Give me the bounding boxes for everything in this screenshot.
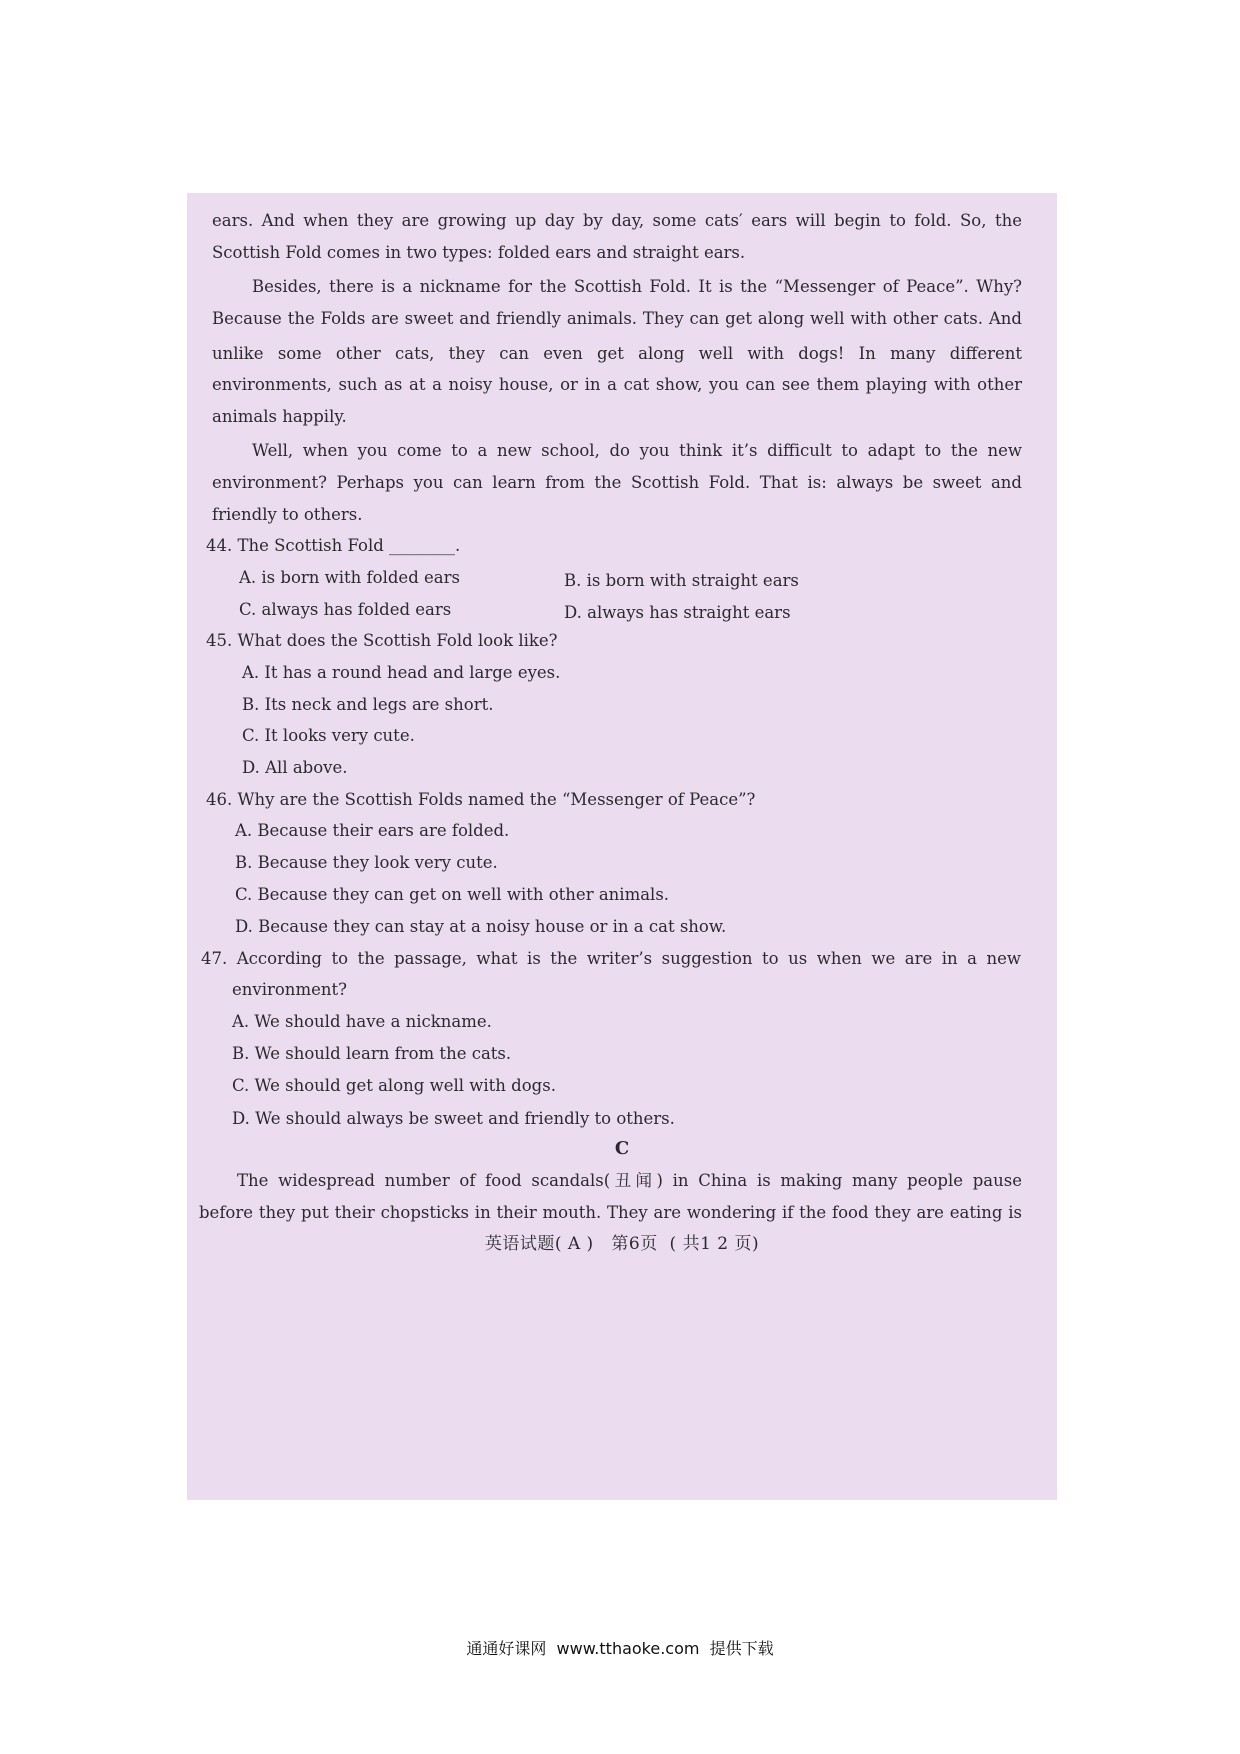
question-45-stem: 45. What does the Scottish Fold look like? bbox=[206, 631, 558, 650]
passage-line: unlike some other cats, they can even get along well with dogs! In many different bbox=[212, 344, 1022, 363]
section-c-line: The widespread number of food scandals(丑闻) in China is making many people pause bbox=[237, 1171, 1022, 1190]
question-44-option-d: D. always has straight ears bbox=[564, 603, 791, 622]
question-45-option: D. All above. bbox=[242, 758, 348, 777]
passage-line: environment? Perhaps you can learn from the Scottish Fold. That is: always be sweet and bbox=[212, 473, 1022, 492]
passage-line: ears. And when they are growing up day by day, some cats′ ears will begin to fold. So, the bbox=[212, 211, 1022, 230]
question-47-option: B. We should learn from the cats. bbox=[232, 1044, 512, 1063]
question-47-option: D. We should always be sweet and friendly to others. bbox=[232, 1109, 675, 1128]
passage-line: Well, when you come to a new school, do you think it’s difficult to adapt to the new bbox=[252, 441, 1022, 460]
question-44-option-c: C. always has folded ears bbox=[239, 600, 452, 619]
question-47-stem: 47. According to the passage, what is the writer’s suggestion to us when we are in a new bbox=[201, 949, 1021, 968]
question-44-option-b: B. is born with straight ears bbox=[564, 571, 799, 590]
question-46-option: D. Because they can stay at a noisy house or in a cat show. bbox=[235, 917, 727, 936]
question-45-option: A. It has a round head and large eyes. bbox=[242, 663, 561, 682]
question-44-stem: 44. The Scottish Fold ________. bbox=[206, 536, 461, 555]
question-44-option-a: A. is born with folded ears bbox=[239, 568, 460, 587]
section-heading: C bbox=[614, 1138, 630, 1159]
page-footer: 英语试题( A ) 第6页 ( 共1 2 页) bbox=[484, 1234, 760, 1254]
passage-line: environments, such as at a noisy house, or in a cat show, you can see them playing with other bbox=[212, 375, 1022, 394]
question-46-option: A. Because their ears are folded. bbox=[235, 821, 510, 840]
question-45-option: C. It looks very cute. bbox=[242, 726, 415, 745]
question-47-stem-continued: environment? bbox=[232, 980, 347, 999]
question-47-option: A. We should have a nickname. bbox=[232, 1012, 492, 1031]
scanned-exam-page bbox=[187, 193, 1057, 1500]
question-46-option: C. Because they can get on well with other animals. bbox=[235, 885, 670, 904]
question-45-option: B. Its neck and legs are short. bbox=[242, 695, 494, 714]
question-47-option: C. We should get along well with dogs. bbox=[232, 1076, 556, 1095]
question-46-stem: 46. Why are the Scottish Folds named the “Messenger of Peace”? bbox=[206, 790, 756, 809]
site-footer: 通通好课网 www.tthaoke.com 提供下载 bbox=[466, 1639, 774, 1658]
passage-line: friendly to others. bbox=[212, 505, 363, 524]
question-46-option: B. Because they look very cute. bbox=[235, 853, 498, 872]
section-c-line: before they put their chopsticks in their mouth. They are wondering if the food they are eating is bbox=[199, 1203, 1022, 1222]
passage-line: animals happily. bbox=[212, 407, 347, 426]
passage-line: Because the Folds are sweet and friendly animals. They can get along well with other cats. And bbox=[212, 309, 1022, 328]
passage-line: Scottish Fold comes in two types: folded ears and straight ears. bbox=[212, 243, 746, 262]
passage-line: Besides, there is a nickname for the Scottish Fold. It is the “Messenger of Peace”. Why? bbox=[252, 277, 1022, 296]
